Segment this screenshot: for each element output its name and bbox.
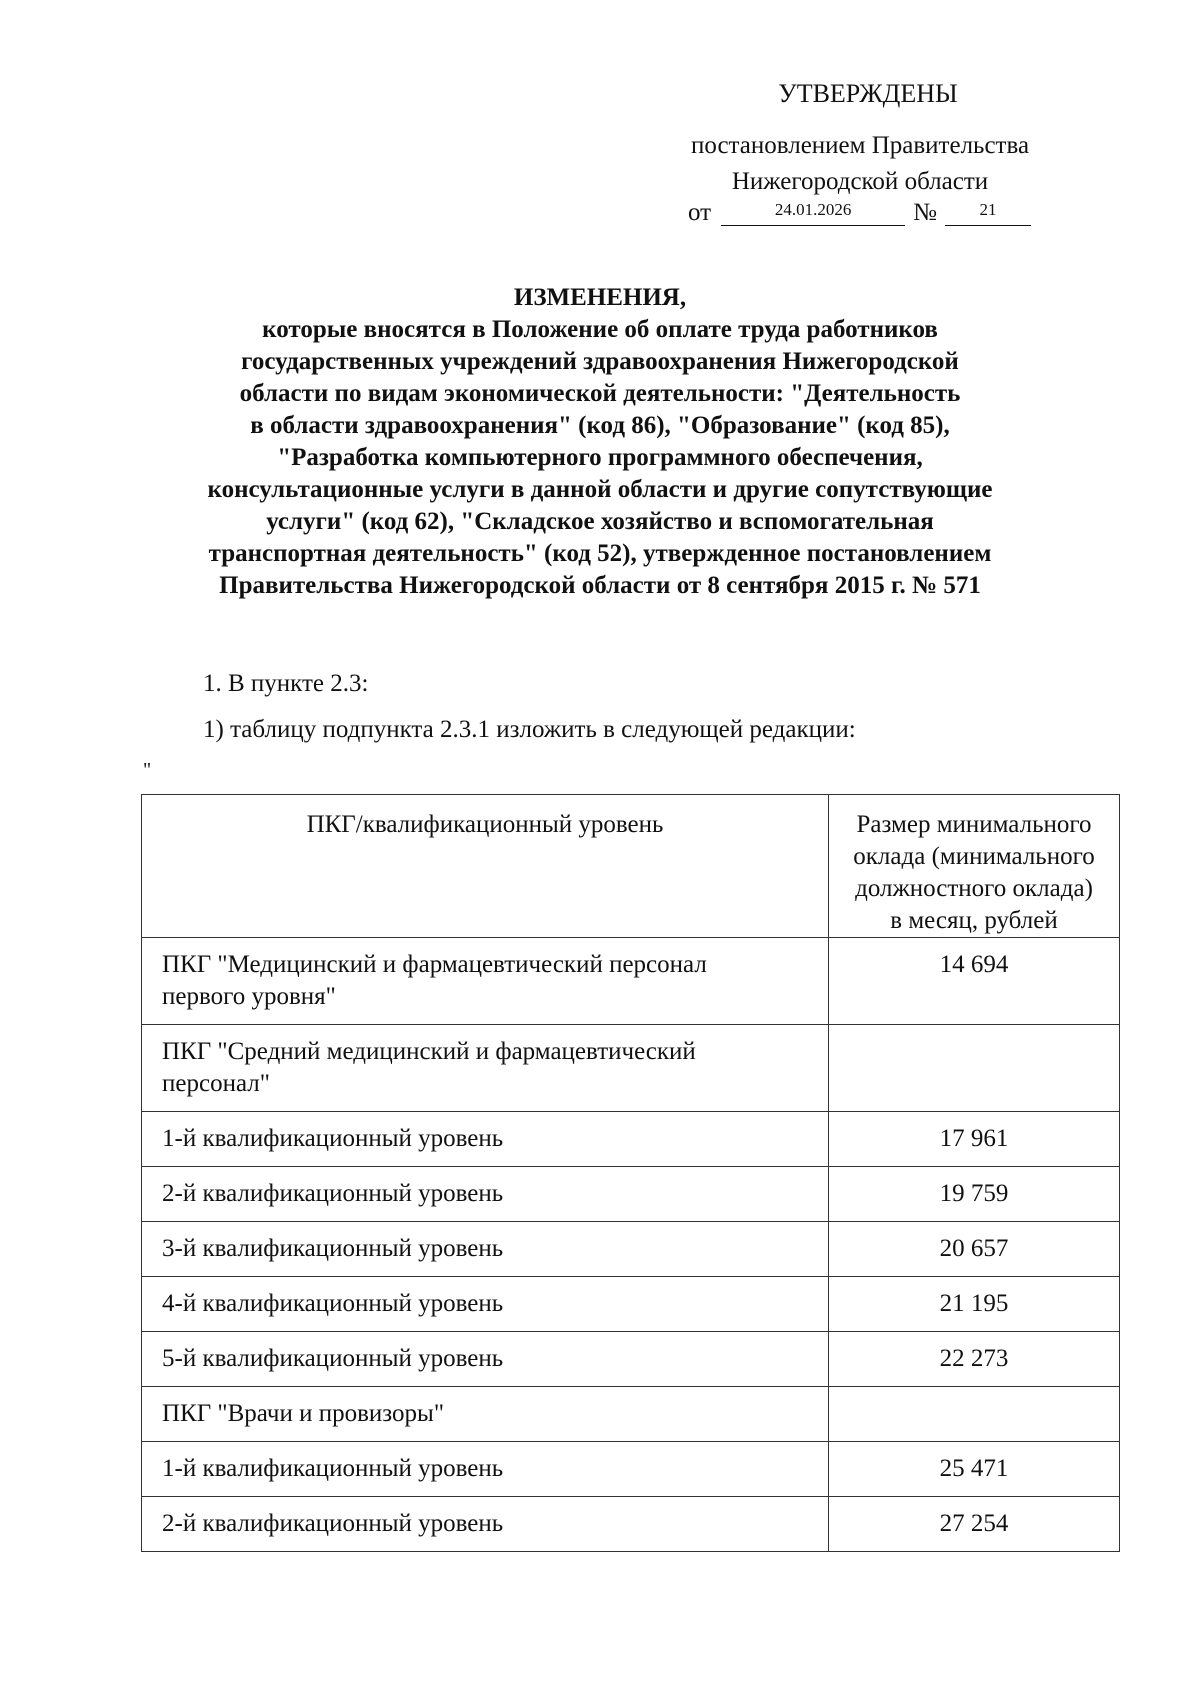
title-line: "Разработка компьютерного программного обеспечения, bbox=[277, 444, 923, 471]
row-label bbox=[142, 938, 829, 1025]
title-line: консультационные услуги в данной области и другие сопутствующие bbox=[207, 476, 993, 503]
row-label-line: персонал" bbox=[162, 1070, 270, 1097]
approval-region-line: Нижегородской области bbox=[731, 168, 989, 195]
title-line: области по видам экономической деятельности: "Деятельность bbox=[239, 380, 961, 407]
row-label: 2-й квалификационный уровень bbox=[142, 1497, 829, 1552]
table-row bbox=[142, 1332, 1120, 1387]
header-min-salary bbox=[829, 795, 1120, 938]
title-line: ИЗМЕНЕНИЯ, bbox=[513, 284, 687, 311]
row-value: 14 694 bbox=[829, 938, 1120, 1025]
title-line: Правительства Нижегородской области от 8 сентября 2015 г. № 571 bbox=[219, 572, 981, 599]
header-line: оклада (минимального bbox=[853, 843, 1095, 870]
row-label: 4-й квалификационный уровень bbox=[142, 1277, 829, 1332]
table-row bbox=[142, 1222, 1120, 1277]
opening-quote: " bbox=[143, 759, 152, 781]
row-value: 22 273 bbox=[829, 1332, 1120, 1387]
title-line: услуги" (код 62), "Складское хозяйство и вспомогательная bbox=[266, 508, 934, 535]
title-line: государственных учреждений здравоохранения Нижегородской bbox=[241, 348, 959, 375]
row-label: 1-й квалификационный уровень bbox=[142, 1112, 829, 1167]
row-label-line: ПКГ "Медицинский и фармацевтический персонал bbox=[162, 951, 707, 978]
number-prefix: № bbox=[913, 199, 937, 226]
row-label-line: ПКГ "Средний медицинский и фармацевтический bbox=[162, 1038, 696, 1065]
approved-heading: УТВЕРЖДЕНЫ bbox=[778, 79, 958, 108]
header-line: Размер минимального bbox=[856, 811, 1092, 838]
row-label: 2-й квалификационный уровень bbox=[142, 1167, 829, 1222]
header-line: в месяц, рублей bbox=[890, 907, 1058, 934]
table-row bbox=[142, 1167, 1120, 1222]
row-value: 17 961 bbox=[829, 1112, 1120, 1167]
row-value: 20 657 bbox=[829, 1222, 1120, 1277]
table-row bbox=[142, 1442, 1120, 1497]
title-line: транспортная деятельность" (код 52), утвержденное постановлением bbox=[208, 540, 992, 567]
row-value bbox=[829, 1387, 1120, 1442]
row-value bbox=[829, 1025, 1120, 1112]
salary-table bbox=[141, 794, 1120, 1552]
row-label-line: первого уровня" bbox=[162, 983, 336, 1010]
row-label: 5-й квалификационный уровень bbox=[142, 1332, 829, 1387]
row-label: 3-й квалификационный уровень bbox=[142, 1222, 829, 1277]
header-qualification-level: ПКГ/квалификационный уровень bbox=[142, 795, 829, 938]
table-row bbox=[142, 1277, 1120, 1332]
document-title bbox=[100, 282, 1100, 602]
row-value: 27 254 bbox=[829, 1497, 1120, 1552]
paragraph-item-1: 1. В пункте 2.3: bbox=[203, 670, 369, 697]
table-row bbox=[142, 1112, 1120, 1167]
row-label: ПКГ "Врачи и провизоры" bbox=[142, 1387, 829, 1442]
row-label bbox=[142, 1025, 829, 1112]
paragraph-subitem-1: 1) таблицу подпункта 2.3.1 изложить в следующей редакции: bbox=[203, 716, 856, 743]
table-row bbox=[142, 938, 1120, 1025]
table-header-row bbox=[142, 795, 1120, 938]
title-line: в области здравоохранения" (код 86), "Образование" (код 85), bbox=[250, 412, 950, 439]
table-row bbox=[142, 1387, 1120, 1442]
approval-date-number-line bbox=[688, 195, 1031, 231]
approval-number: 21 bbox=[945, 195, 1031, 226]
date-prefix: от bbox=[688, 199, 712, 226]
header-line: должностного оклада) bbox=[855, 875, 1093, 902]
table-row bbox=[142, 1025, 1120, 1112]
row-value: 19 759 bbox=[829, 1167, 1120, 1222]
row-label: 1-й квалификационный уровень bbox=[142, 1442, 829, 1497]
table-row bbox=[142, 1497, 1120, 1552]
approval-resolution-line: постановлением Правительства bbox=[690, 132, 1030, 159]
approval-date: 24.01.2026 bbox=[721, 195, 905, 226]
title-line: которые вносятся в Положение об оплате труда работников bbox=[262, 316, 938, 343]
row-value: 25 471 bbox=[829, 1442, 1120, 1497]
row-value: 21 195 bbox=[829, 1277, 1120, 1332]
